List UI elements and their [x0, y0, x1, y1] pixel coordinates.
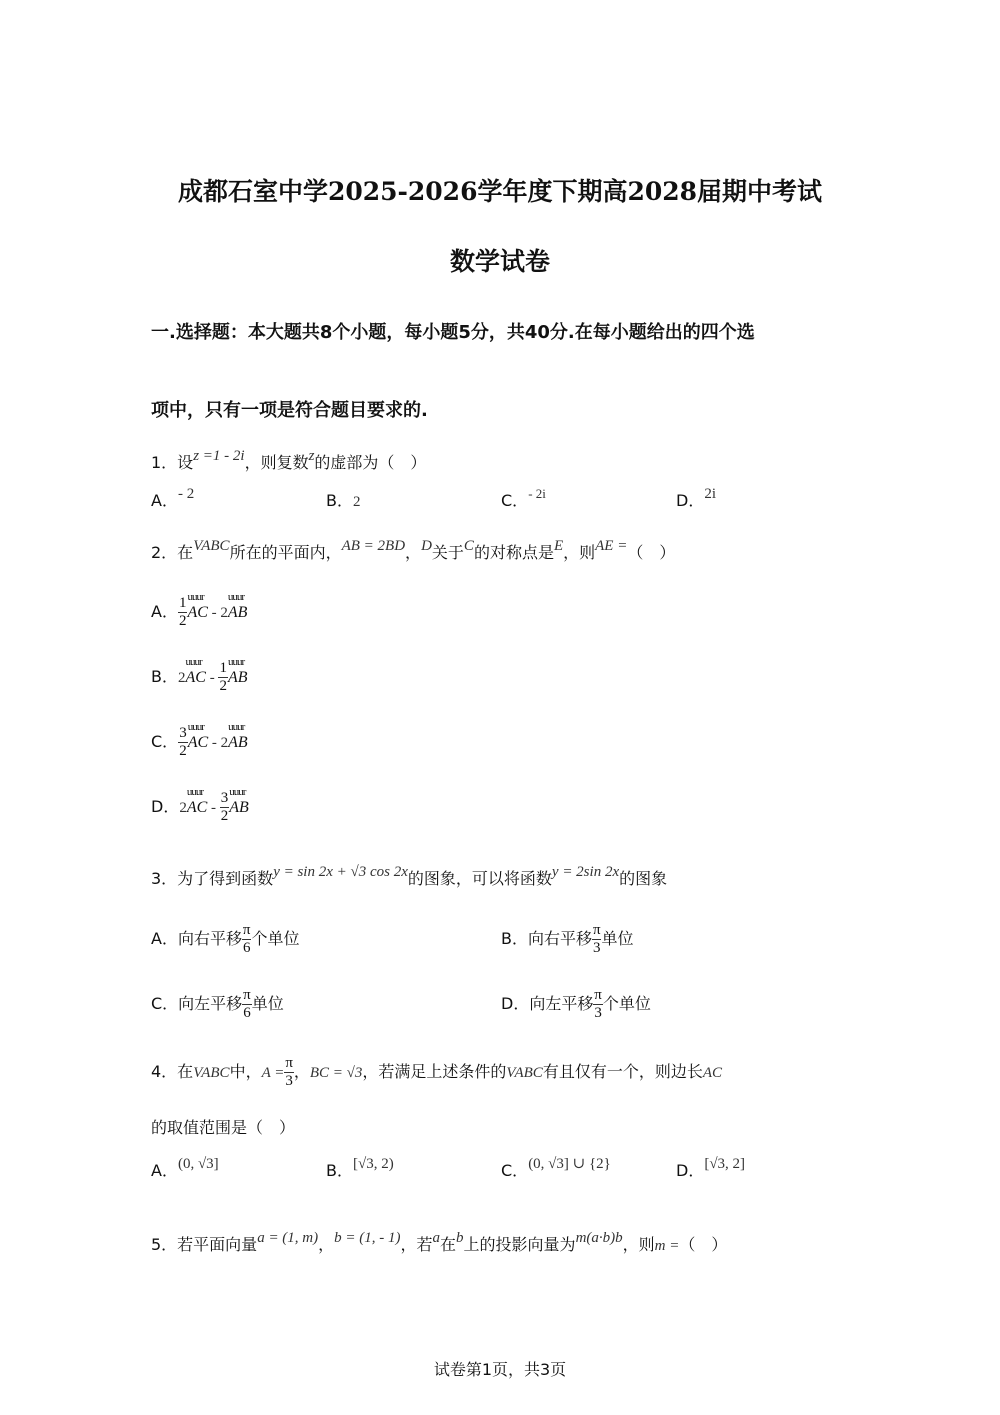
- q4-option-a[interactable]: [151, 1158, 219, 1181]
- vector-ac: uuur AC: [187, 721, 209, 751]
- q5-number: 5．若平面向量: [151, 1235, 258, 1254]
- q5-projection: m(a·b)b: [575, 1230, 623, 1246]
- option-value: (0, √3]: [177, 1156, 219, 1172]
- q3-expression: y = sin 2x + √3 cos 2x: [273, 864, 408, 880]
- q4-option-b[interactable]: [326, 1158, 394, 1181]
- q4-side: AC: [702, 1065, 722, 1081]
- option-tail: 单位: [601, 929, 634, 948]
- vector-ac: uuur AC: [186, 786, 208, 816]
- option-tail: 个单位: [602, 994, 651, 1013]
- q2-point-e: E: [553, 538, 564, 554]
- option-label: C．: [501, 491, 529, 510]
- option-label: C．: [151, 732, 179, 751]
- q3-option-d[interactable]: [501, 987, 651, 1022]
- page-footer: 试卷第1页，共3页: [433, 1360, 567, 1379]
- q1-option-a[interactable]: [151, 488, 194, 511]
- option-label: A．: [151, 1161, 178, 1180]
- fraction: $\frac{\pi}{6}$: [243, 987, 251, 1021]
- q1-variable: z: [308, 448, 315, 464]
- q2-text: ，: [405, 543, 422, 562]
- section-heading-line2: 项中，只有一项是符合题目要求的.: [151, 400, 428, 421]
- option-tail: 个单位: [251, 929, 300, 948]
- triangle-symbol: VABC: [193, 1065, 230, 1081]
- q5-text-end: （ ）: [679, 1235, 728, 1254]
- q4-text: 中，: [229, 1062, 262, 1081]
- q5-text: ，: [318, 1235, 335, 1254]
- q5-vector-a: a = (1, m): [257, 1230, 319, 1246]
- fraction: $\frac{3}{2}$: [220, 790, 229, 824]
- q4-option-d[interactable]: [676, 1158, 745, 1181]
- option-label: D．: [676, 1161, 705, 1180]
- option-value: [√3, 2): [352, 1156, 394, 1172]
- fraction: $\frac{\pi}{3}$: [285, 1055, 293, 1089]
- option-op: -: [205, 670, 219, 686]
- option-label: B．: [326, 491, 353, 510]
- fraction: $\frac{3}{2}$: [179, 725, 187, 759]
- option-value: - 2i: [528, 486, 546, 501]
- vector-ab: uuur AB: [228, 721, 248, 751]
- q3-option-b[interactable]: [501, 922, 634, 957]
- q1-option-c[interactable]: [501, 488, 546, 511]
- q2-option-a[interactable]: [151, 591, 248, 630]
- q5-text: 在: [440, 1235, 457, 1254]
- q1-text-end: 的虚部为（ ）: [314, 453, 427, 472]
- vector-ab: uuur AB: [227, 591, 248, 621]
- option-coef: 2: [177, 670, 186, 686]
- q1-option-b[interactable]: [326, 488, 360, 511]
- option-value: 2i: [704, 486, 716, 502]
- question-5: [151, 1232, 727, 1255]
- option-label: C．向左平移: [151, 994, 243, 1013]
- option-label: A．向右平移: [151, 929, 242, 948]
- fraction: $\frac{1}{2}$: [178, 595, 187, 629]
- option-op: -: [207, 800, 220, 816]
- q1-option-d[interactable]: [676, 488, 716, 511]
- q4-expression: BC = √3: [309, 1065, 363, 1081]
- option-label: C．: [501, 1161, 529, 1180]
- q5-var-a: a: [432, 1230, 441, 1246]
- option-tail: 单位: [251, 994, 284, 1013]
- q2-option-d[interactable]: [151, 786, 249, 825]
- q4-text: ，若满足上述条件的: [362, 1062, 507, 1081]
- q2-number: 2．在: [151, 543, 194, 562]
- q5-var-b: b: [456, 1230, 464, 1246]
- option-label: B．: [151, 667, 178, 686]
- q2-text: ，则: [563, 543, 596, 562]
- option-label: D．: [151, 797, 180, 816]
- q1-number: 1．设: [151, 453, 194, 472]
- q5-text: 上的投影向量为: [463, 1235, 576, 1254]
- q2-point-d: D: [421, 538, 432, 554]
- q5-text: ，则: [622, 1235, 655, 1254]
- q3-expression: y = 2sin 2x: [551, 864, 620, 880]
- q3-number: 3．为了得到函数: [151, 869, 274, 888]
- question-3: [151, 866, 667, 889]
- option-op: - 2: [207, 605, 228, 621]
- q2-expression: AB = 2BD: [341, 538, 406, 554]
- option-value: (0, √3] ∪ {2}: [528, 1156, 611, 1172]
- q3-option-a[interactable]: [151, 922, 299, 957]
- q2-text: 所在的平面内，: [229, 543, 342, 562]
- vector-ac: uuur AC: [187, 591, 208, 621]
- question-4-line2: 的取值范围是（ ）: [151, 1118, 296, 1137]
- vector-ab: uuur AB: [227, 656, 248, 686]
- fraction: $\frac{1}{2}$: [219, 660, 227, 694]
- q2-option-b[interactable]: [151, 656, 248, 695]
- section-heading-line1: 一.选择题：本大题共8个小题，每小题5分，共40分.在每小题给出的四个选: [151, 322, 755, 343]
- q4-text: 有且仅有一个，则边长: [542, 1062, 703, 1081]
- q5-var-m: m =: [654, 1238, 680, 1254]
- option-op: - 2: [208, 735, 229, 751]
- option-label: B．: [326, 1161, 353, 1180]
- q4-text: ，: [293, 1062, 310, 1081]
- option-value: - 2: [177, 486, 195, 502]
- q4-option-c[interactable]: [501, 1158, 611, 1181]
- option-coef: 2: [179, 800, 187, 816]
- fraction: $\frac{\pi}{3}$: [594, 987, 602, 1021]
- option-value: [√3, 2]: [704, 1156, 746, 1172]
- option-label: B．向右平移: [501, 929, 592, 948]
- vector-ac: uuur AC: [185, 656, 206, 686]
- q2-point-c: C: [463, 538, 474, 554]
- option-value: 2: [352, 494, 361, 510]
- fraction: $\frac{\pi}{6}$: [242, 922, 251, 956]
- question-2: [151, 540, 675, 563]
- q1-expression: z =1 - 2i: [193, 448, 245, 464]
- triangle-symbol: VABC: [506, 1065, 543, 1081]
- q2-expression: AE =: [595, 538, 628, 554]
- q3-text: 的图象，可以将函数: [407, 869, 552, 888]
- question-4: [151, 1055, 722, 1090]
- q4-angle: A =: [261, 1065, 285, 1081]
- q2-option-c[interactable]: [151, 721, 248, 760]
- q2-text: 关于: [431, 543, 464, 562]
- question-1: [151, 450, 426, 473]
- triangle-symbol: VABC: [193, 538, 230, 554]
- page-subtitle: 数学试卷: [449, 247, 550, 276]
- option-label: D．向左平移: [501, 994, 594, 1013]
- q2-text: 的对称点是: [473, 543, 554, 562]
- option-label: A．: [151, 491, 178, 510]
- option-label: D．: [676, 491, 705, 510]
- q5-text: ，若: [400, 1235, 433, 1254]
- q5-vector-b: b = (1, - 1): [334, 1230, 401, 1246]
- option-label: A．: [151, 602, 178, 621]
- page-title: 成都石室中学2025-2026学年度下期高2028届期中考试: [177, 177, 823, 206]
- q3-option-c[interactable]: [151, 987, 284, 1022]
- vector-ab: uuur AB: [229, 786, 249, 816]
- q1-text: ，则复数: [244, 453, 309, 472]
- q4-number: 4．在: [151, 1062, 194, 1081]
- fraction: $\frac{\pi}{3}$: [592, 922, 601, 956]
- q2-text-end: （ ）: [627, 543, 676, 562]
- q3-text-end: 的图象: [619, 869, 668, 888]
